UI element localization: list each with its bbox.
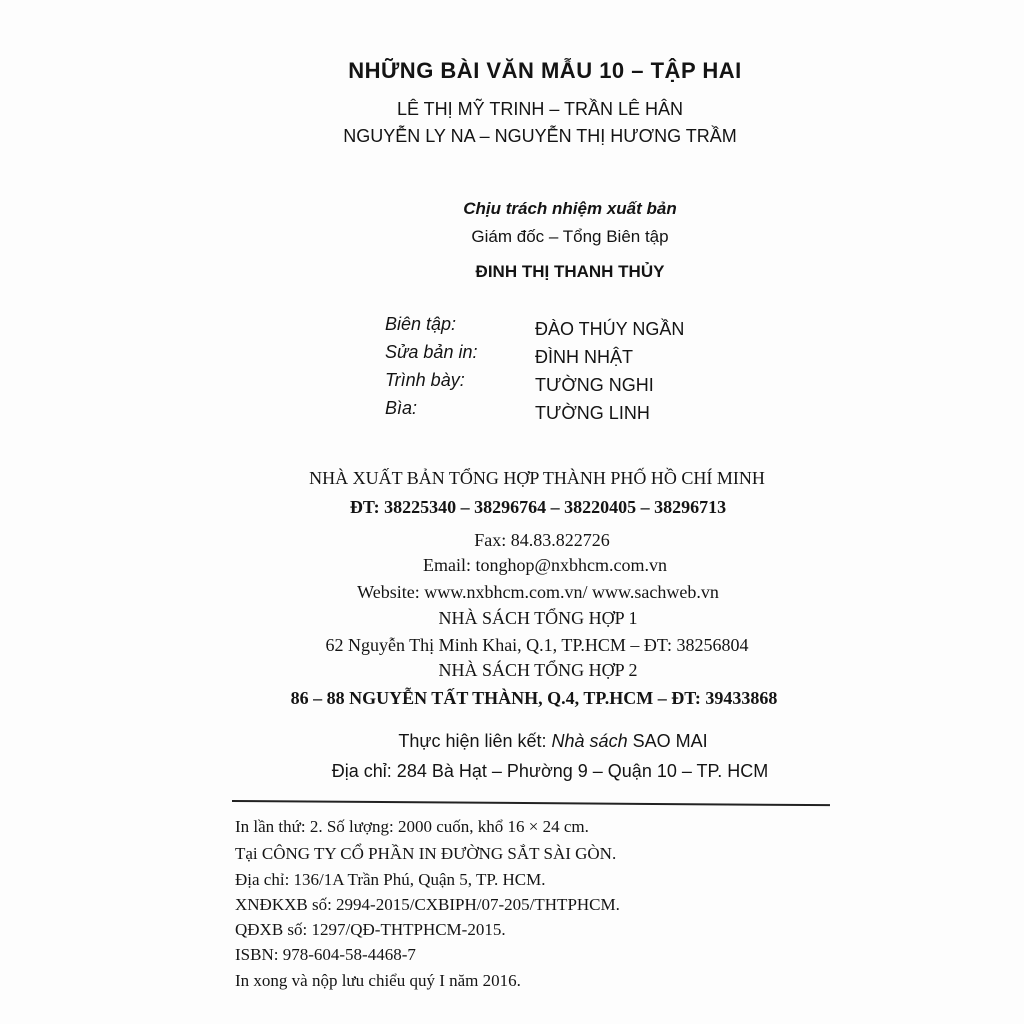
credit-name-layout: TƯỜNG NGHI — [535, 375, 654, 395]
print-completion: In xong và nộp lưu chiểu quý I năm 2016. — [235, 971, 521, 990]
publisher-fax: Fax: 84.83.822726 — [474, 530, 610, 550]
credit-name-editor: ĐÀO THÚY NGẦN — [535, 319, 685, 339]
book-title: NHỮNG BÀI VĂN MẪU 10 – TẬP HAI — [348, 58, 742, 83]
bookstore-2-name: NHÀ SÁCH TỔNG HỢP 2 — [438, 660, 638, 680]
bookstore-1-address: 62 Nguyễn Thị Minh Khai, Q.1, TP.HCM – ĐT: 38256804 — [325, 635, 749, 655]
credit-role-cover: Bìa: — [385, 398, 418, 418]
partner-address: Địa chỉ: 284 Bà Hạt – Phường 9 – Quận 10 – TP. HCM — [331, 761, 769, 781]
responsibility-heading: Chịu trách nhiệm xuất bản — [463, 199, 677, 218]
authors-line-1: LÊ THỊ MỸ TRINH – TRẦN LÊ HÂN — [396, 99, 684, 119]
publisher-website: Website: www.nxbhcm.com.vn/ www.sachweb.vn — [357, 582, 719, 602]
print-edition: In lần thứ: 2. Số lượng: 2000 cuốn, khổ 16 × 24 cm. — [235, 817, 589, 836]
publisher-phone: ĐT: 38225340 – 38296764 – 38220405 – 38296713 — [349, 497, 727, 517]
print-registration: XNĐKXB số: 2994-2015/CXBIPH/07-205/THTPHCM. — [235, 895, 620, 914]
director-name: ĐINH THỊ THANH THỦY — [475, 262, 665, 281]
partner-line — [398, 732, 707, 750]
partner-label: Thực hiện liên kết: — [398, 731, 547, 751]
partner-org-prefix: Nhà sách — [551, 731, 628, 751]
credit-name-cover: TƯỜNG LINH — [535, 403, 650, 423]
partner-org-name: SAO MAI — [632, 731, 708, 751]
print-company: Tại CÔNG TY CỔ PHẦN IN ĐƯỜNG SẮT SÀI GÒN. — [235, 844, 617, 863]
print-isbn: ISBN: 978-604-58-4468-7 — [235, 945, 416, 964]
credit-role-editor: Biên tập: — [385, 314, 457, 334]
publisher-email: Email: tonghop@nxbhcm.com.vn — [422, 555, 668, 575]
publisher-name: NHÀ XUẤT BẢN TỔNG HỢP THÀNH PHỐ HỒ CHÍ MINH — [309, 468, 765, 488]
print-address: Địa chỉ: 136/1A Trần Phú, Quận 5, TP. HCM. — [235, 870, 546, 889]
bookstore-2-address: 86 – 88 NGUYỄN TẤT THÀNH, Q.4, TP.HCM – ĐT: 39433868 — [290, 688, 778, 708]
bookstore-1-name: NHÀ SÁCH TỔNG HỢP 1 — [438, 608, 638, 628]
credit-name-proofreader: ĐÌNH NHẬT — [535, 347, 633, 367]
credit-role-proofreader: Sửa bản in: — [385, 342, 478, 362]
director-title: Giám đốc – Tổng Biên tập — [471, 227, 669, 246]
section-divider — [232, 800, 830, 806]
authors-line-2: NGUYỄN LY NA – NGUYỄN THỊ HƯƠNG TRẦM — [343, 126, 737, 146]
print-decision: QĐXB số: 1297/QĐ-THTPHCM-2015. — [235, 920, 506, 939]
credit-role-layout: Trình bày: — [385, 370, 465, 390]
